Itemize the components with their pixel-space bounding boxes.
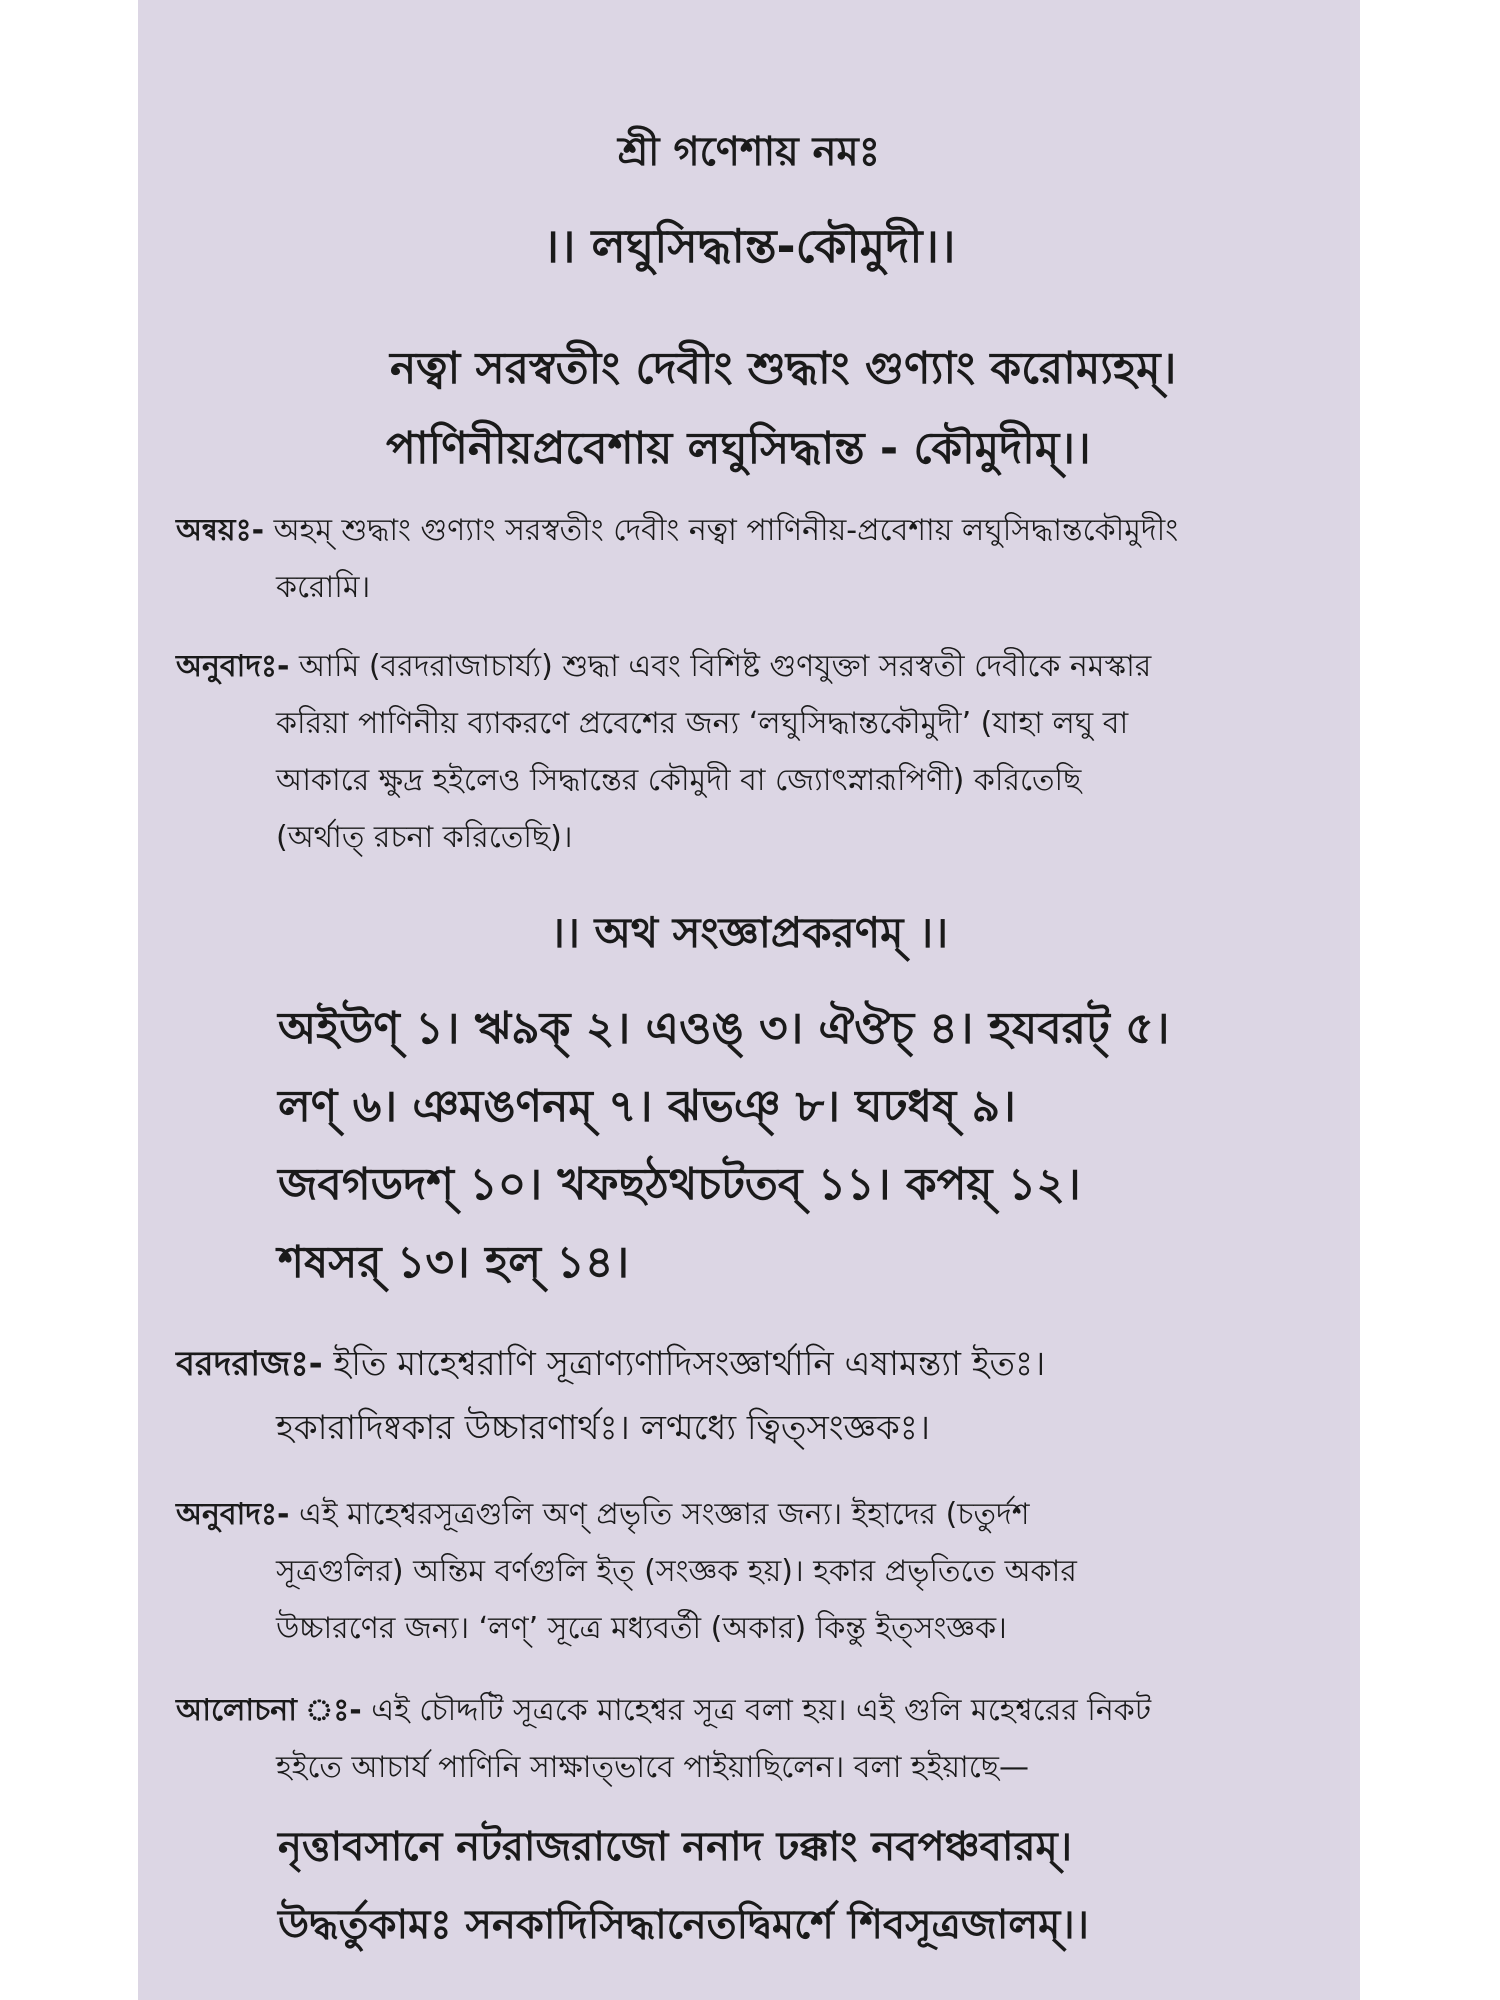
anuvada-line: সূত্রগুলির) অন্তিম বর্ণগুলি ইত্ (সংজ্ঞক হয়)। হকার প্রভৃতিতে অকার [276,1554,1077,1589]
anuvada-label: অনুবাদঃ- [176,1497,290,1532]
varadaraja-block [176,1332,1326,1460]
alochana-label: আলোচনা ঃ- [176,1693,362,1728]
sutra-line: অইউণ্ ১। ঋ৯ক্ ২। এওঙ্ ৩। ঐঔচ্ ৪। হযবরট্ ৫। [278,1003,1170,1054]
invocation: শ্রী গণেশায় নমঃ [617,129,881,175]
anuvada-line: করিয়া পাণিনীয় ব্যাকরণে প্রবেশের জন্য ‘লঘুসিদ্ধান্তকৌমুদী’ (যাহা লঘু বা [276,706,1129,741]
section-title: ।। অথ সংজ্ঞাপ্রকরণম্ ।। [549,908,949,957]
anvaya-line: অহম্ শুদ্ধাং গুণ্যাং সরস্বতীং দেবীং নত্বা পাণিনীয়-প্রবেশায় লঘুসিদ্ধান্তকৌমুদীং [273,513,1179,548]
anuvada-block-1 [176,638,1326,866]
anvaya-line: করোমি। [276,570,371,605]
anuvada-line: উচ্চারণের জন্য। ‘লণ্’ সূত্রে মধ্যবর্তী (অকার) কিন্তু ইত্সংজ্ঞক। [276,1611,1007,1646]
closing-verse-line: নৃত্তাবসানে নটরাজরাজো ননাদ ঢক্কাং নবপঞ্চবারম্। [278,1824,1073,1870]
varadaraja-label: বরদরাজঃ- [176,1344,323,1384]
maheshvara-sutras [278,990,1328,1302]
alochana-line: এই চৌদ্দটি সূত্রকে মাহেশ্বর সূত্র বলা হয়। এই গুলি মহেশ্বরের নিকট [371,1693,1152,1728]
closing-verse-line: উদ্ধর্তুকামঃ সনকাদিসিদ্ধানেতদ্বিমর্শে শিবসূত্রজালম্।। [278,1902,1089,1948]
varadaraja-line: হকারাদিষ্বকার উচ্চারণার্থঃ। লণ্মধ্যে ত্বিত্সংজ্ঞকঃ। [276,1408,931,1448]
anvaya-label: অন্বয়ঃ- [176,513,265,548]
mangala-verse-line-1: নত্বা সরস্বতীং দেবীং শুদ্ধাং গুণ্যাং করোম্যহম্। [390,343,1177,394]
varadaraja-line: ইতি মাহেশ্বরাণি সূত্রাণ্যণাদিসংজ্ঞার্থানি এষামন্ত্যা ইতঃ। [333,1344,1046,1384]
mangala-verse-line-2: পাণিনীয়প্রবেশায় লঘুসিদ্ধান্ত - কৌমুদীম্।। [386,423,1091,474]
anvaya-block [176,502,1326,616]
anuvada-line: আকারে ক্ষুদ্র হইলেও সিদ্ধান্তের কৌমুদী বা জ্যোৎস্নারূপিণী) করিতেছি [276,763,1082,798]
anuvada-line: এই মাহেশ্বরসূত্রগুলি অণ্ প্রভৃতি সংজ্ঞার জন্য। ইহাদের (চতুর্দশ [299,1497,1030,1532]
document-page [138,0,1360,2000]
book-title: ।। লঘুসিদ্ধান্ত-কৌমুদী।। [542,219,956,273]
sutra-line: জবগডদশ্ ১০। খফছঠথচটতব্ ১১। কপয়্ ১২। [278,1159,1081,1210]
alochana-line: হইতে আচার্য পাণিনি সাক্ষাত্ভাবে পাইয়াছিলেন। বলা হইয়াছে— [276,1750,1029,1785]
sutra-line: শষসর্ ১৩। হল্ ১৪। [278,1237,630,1288]
anuvada-block-2 [176,1486,1326,1657]
sutra-line: লণ্ ৬। ঞমঙণনম্ ৭। ঝভঞ্ ৮। ঘঢধষ্ ৯। [278,1081,1016,1132]
anuvada-label: অনুবাদঃ- [176,649,290,684]
anuvada-line: (অর্থাত্ রচনা করিতেছি)। [276,820,573,855]
anuvada-line: আমি (বরদরাজাচার্য্য) শুদ্ধা এবং বিশিষ্ট গুণযুক্তা সরস্বতী দেবীকে নমস্কার [299,649,1152,684]
alochana-block [176,1682,1326,1796]
closing-verse [278,1808,1338,1964]
